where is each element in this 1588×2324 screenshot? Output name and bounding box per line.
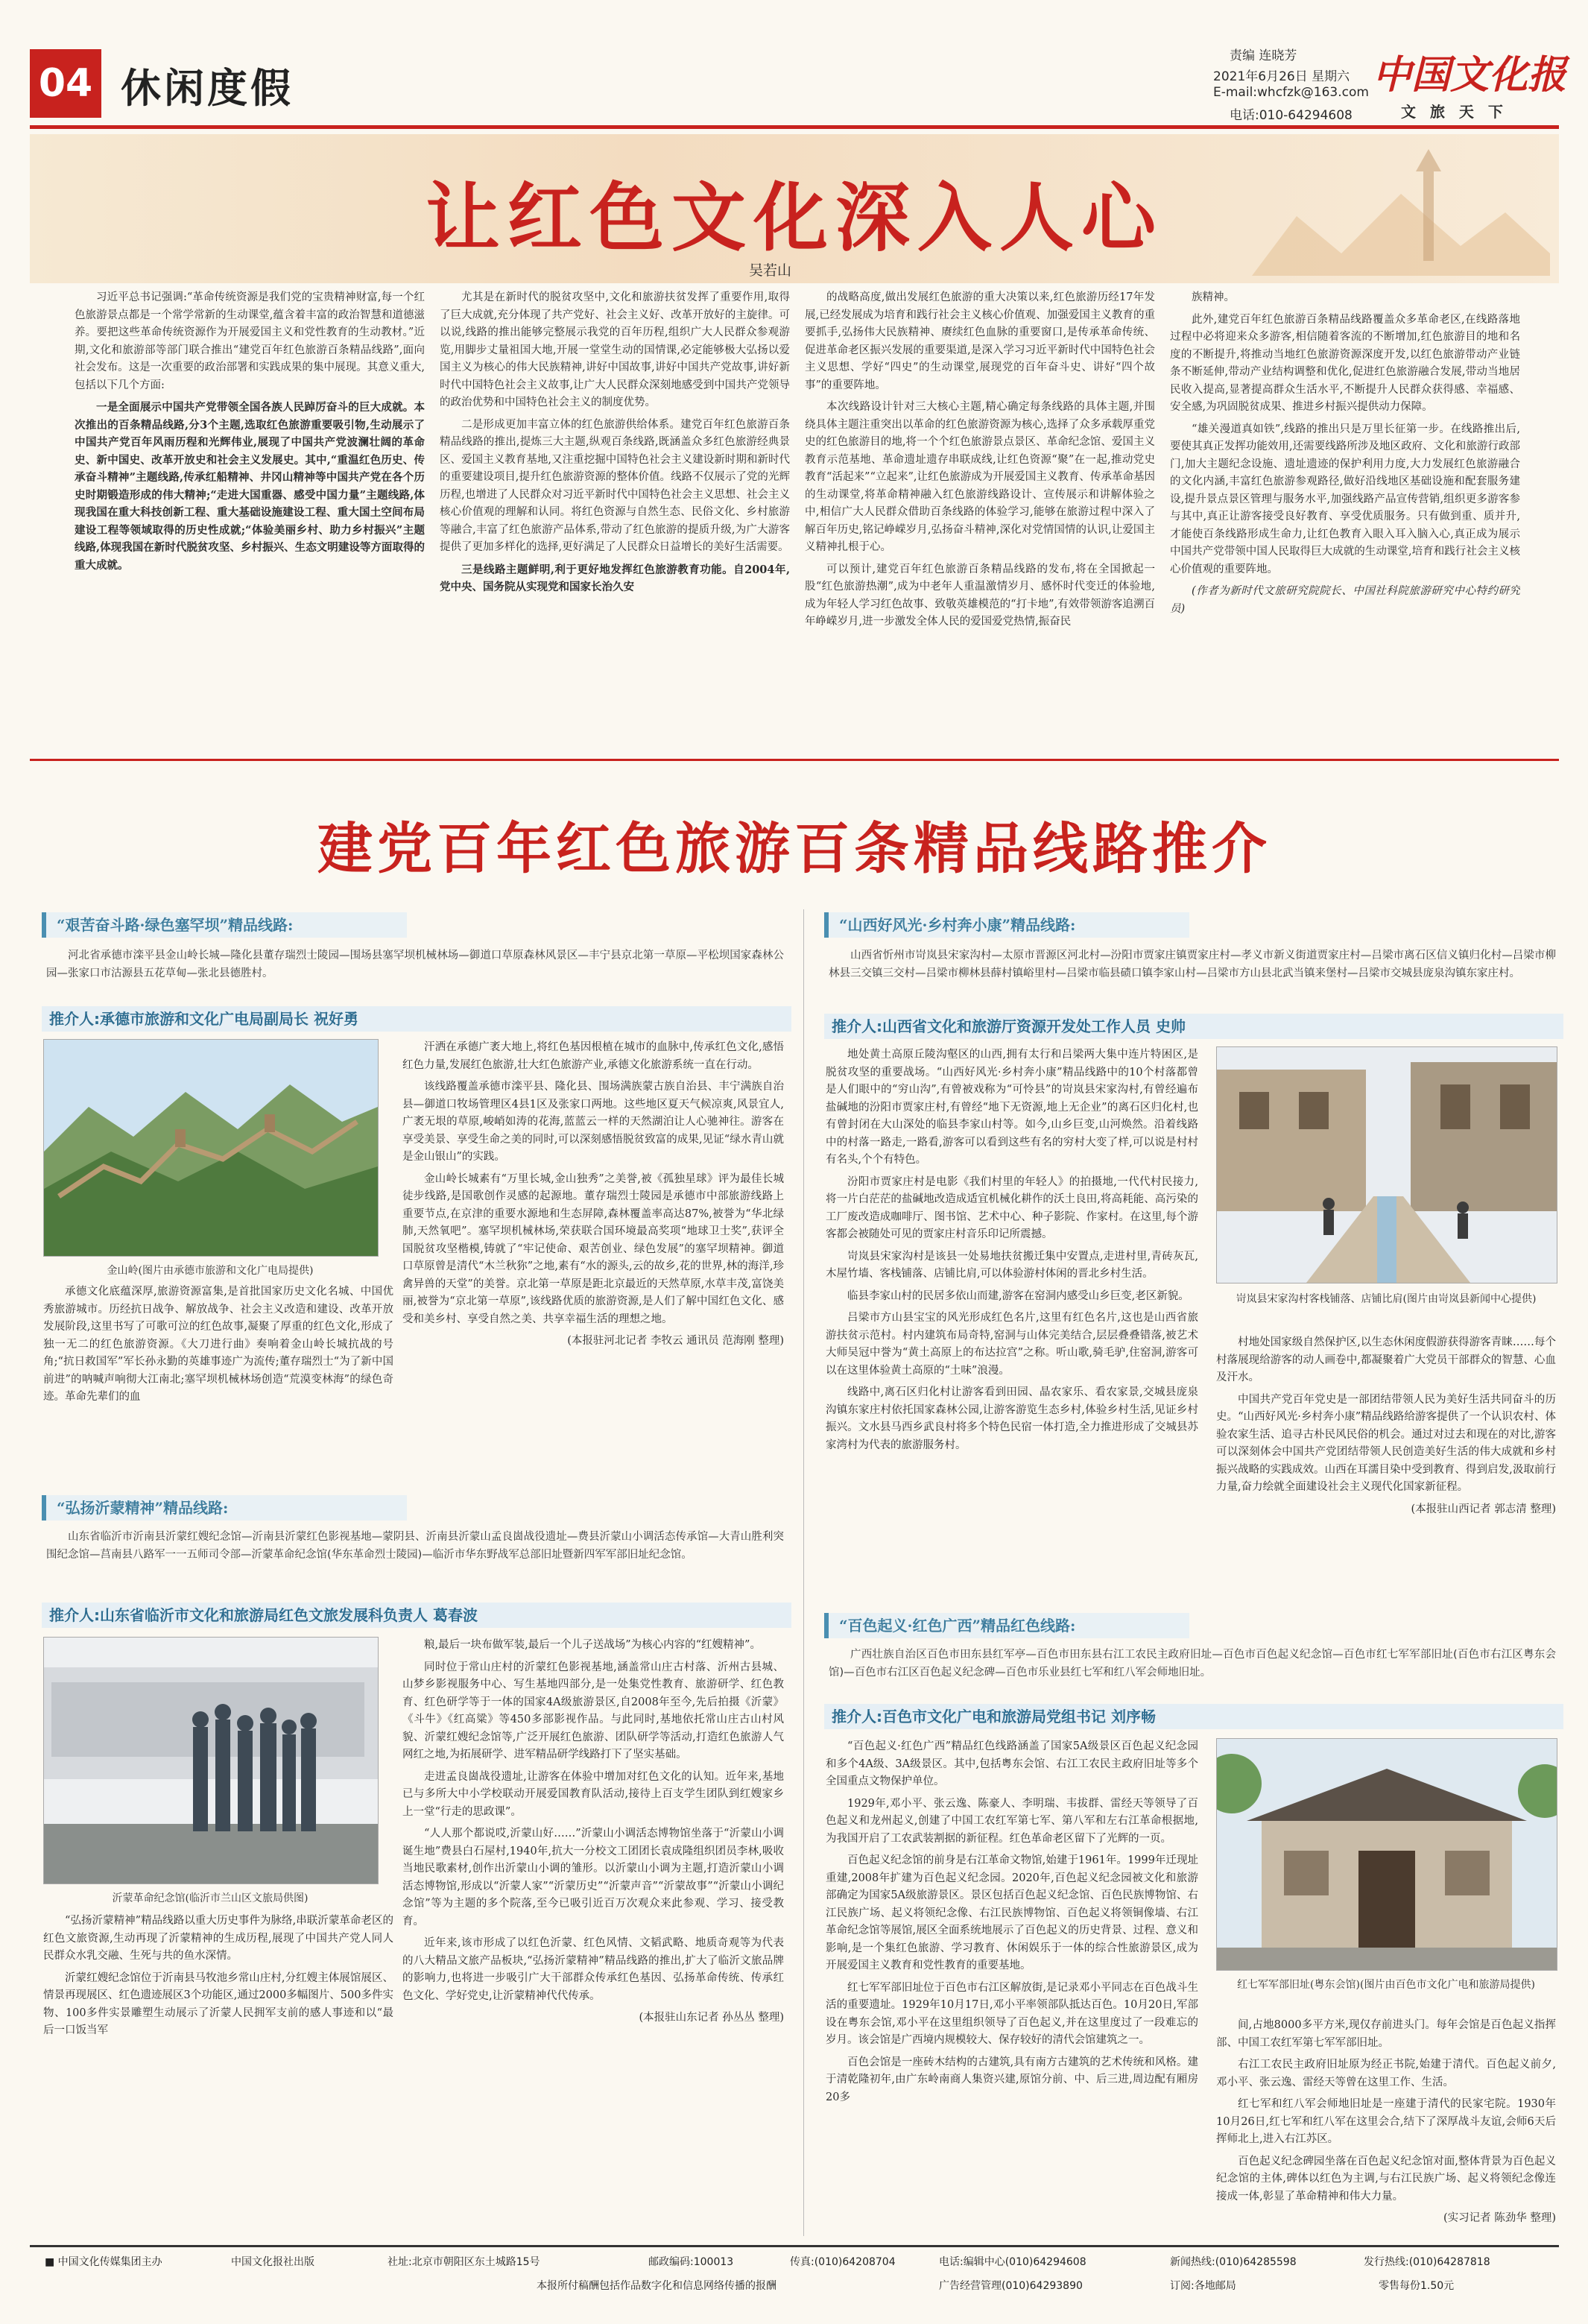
header-editor: 责编 连晓芳	[1230, 48, 1297, 63]
article1-col3: 的战略高度,做出发展红色旅游的重大决策以来,红色旅游历经17年发展,已经发展成为培育和践行社会主义核心价值观、加强爱国主义教育的重要抓手,弘扬伟大民族精神、赓续红色血脉的重要窗口,是传承革命传统、促进革命老区振兴发展的重要渠道,是深入学习习近平新时代中国特色社会主义思想、学好“四史”的生动课堂,展现党的百年奋斗史、讲好“四个故事”的重要阵地。 本次线路设计针对三大核心主题,精心确定每条线路的具体主题,并围绕具体主题注重突出以革命的红色旅游资源为核心,选择了众多承载厚重党史的红色旅游目的地,将一个个红色旅游景点景区、革命纪念馆、爱国主义教育示范基地、革命遗址遗存串联成线,让红色资源“聚”在一起,推动党史教育“活起来”“立起来”,让红色旅游成为开展爱国主义教育、传承革命基因的生动课堂,将革命精神融入红色旅游线路设计、宣传展示和讲解体验之中,相信广大人民群众借助百条线路的体验学习,能够在旅游过程中深入了解百年历史,铭记峥嵘岁月,弘扬奋斗精神,深化对党情国情的认识,让爱国主义精神扎根于心。 可以预计,建党百年红色旅游百条精品线路的发布,将在全国掀起一股“红色旅游热潮”,成为中老年人重温激情岁月、感怀时代变迁的体验地,成为年轻人学习红色故事、致敬英雄模范的“打卡地”,有效带领游客追溯百年峥嵘岁月,进一步激发全体人民的爱国爱党热情,振奋民	[805, 291, 1155, 628]
route4-photo	[1216, 1738, 1557, 1971]
route4-caption: 红七军军部旧址(粤东会馆)(图片由百色市文化广电和旅游局提供)	[1237, 1979, 1535, 1991]
route3-caption: 岢岚县宋家沟村客栈铺落、店铺比肩(图片由岢岚县新闻中心提供)	[1236, 1293, 1537, 1305]
route4-route: 广西壮族自治区百色市田东县红军亭—百色市田东县右江工农民主政府旧址—百色市百色起义纪念馆—百色市红七军军部旧址(百色市右江区粤东会馆)—百色市右江区百色起义纪念碑—百色市乐业县红七军和红八军会师地旧址。	[829, 1649, 1556, 1679]
footer-price: 零售每份1.50元	[1379, 2280, 1455, 2292]
footer-address: 社址:北京市朝阳区东土城路15号	[387, 2256, 540, 2268]
article1-col2: 尤其是在新时代的脱贫攻坚中,文化和旅游扶贫发挥了重要作用,取得了巨大成就,充分体现了共产党好、社会主义好、改革开放好的主旋律。可以说,线路的推出能够完整展示我党的百年历程,组织广大人民群众参观游览,用脚步丈量祖国大地,开展一堂堂生动的国情课,必定能够极大弘扬以爱国主义为核心的伟大民族精神,讲好中国故事,讲好中国共产党故事,讲好新时代中国特色社会主义故事,让广大人民群众深刻地感受到中国共产党领导的政治优势和中国特色社会主义的制度优势。 二是形成更加丰富立体的红色旅游供给体系。建党百年红色旅游百条精品线路的推出,提炼三大主题,纵观百条线路,既涵盖众多红色旅游经典景区、爱国主义教育基地,又注重挖掘中国特色社会主义建设新时期和新时代的重要建设项目,提升红色旅游资源的整体价值。线路不仅展示了党的光辉历程,也增进了人民群众对习近平新时代中国特色社会主义思想、社会主义核心价值观的理解和认同。将红色资源与自然生态、民俗文化、乡村旅游等融合,丰富了红色旅游产品体系,带动了红色旅游的提质升级,为广大游客提供了更加多样化的选择,更好满足了人民群众日益增长的美好生活需要。 三是线路主题鲜明,利于更好地发挥红色旅游教育功能。自2004年,党中央、国务院从实现党和国家长治久安	[440, 291, 790, 593]
route2-route: 山东省临沂市沂南县沂蒙红嫂纪念馆—沂南县沂蒙红色影视基地—蒙阴县、沂南县沂蒙山孟良崮战役遗址—费县沂蒙山小调活态传承馆—大青山胜利突围纪念馆—莒南县八路军一一五师司令部—沂蒙革命纪念馆(华东革命烈士陵园)—临沂市华东野战军总部旧址暨新四军军部旧址纪念馆。	[46, 1531, 784, 1561]
footer-row2	[45, 2278, 1550, 2297]
route4-right-text: 间,占地8000多平方米,现仅存前进头门。每年会馆是百色起义指挥部、中国工农红军第七军军部旧址。 右江工农民主政府旧址原为经正书院,始建于清代。百色起义前夕,邓小平、张云逸、雷经天等曾在这里工作、生活。 红七军和红八军会师地旧址是一座建于清代的民家宅院。1930年10月26日,红七军和红八军在这里会合,结下了深厚战斗友谊,会师6天后挥师北上,进入右江苏区。 百色起义纪念碑园坐落在百色起义纪念馆对面,整体背景为百色起义纪念馆的主体,碑体以红色为主调,与右江民族广场、起义将领纪念像连接成一体,彰显了革命精神和伟大力量。 (实习记者 陈劲华 整理)	[1216, 2019, 1556, 2224]
footer-edit-phone: 电话:编辑中心(010)64294608	[939, 2256, 1086, 2268]
footer-sponsor: ■ 中国文化传媒集团主办	[45, 2256, 162, 2268]
footer-fax: 传真:(010)64208704	[790, 2256, 896, 2268]
route2-left-text: “弘扬沂蒙精神”精品线路以重大历史事件为脉络,串联沂蒙革命老区的红色文旅资源,生动再现了沂蒙精神的生成历程,展现了中国共产党人同人民群众水乳交融、生死与共的鱼水深情。 沂蒙红嫂纪念馆位于沂南县马牧池乡常山庄村,分红嫂主体展馆展区、情景再现展区、红色遗迹展区3个功能区,通过2000多幅图片、500多件实物、100多件实景雕塑生动展示了沂蒙人民拥军支前的感人事迹和以“最后一口饭当军	[43, 1915, 393, 2036]
article1-col4: 族精神。 此外,建党百年红色旅游百条精品线路覆盖众多革命老区,在线路落地过程中必将迎来众多游客,相信随着客流的不断增加,红色旅游目的地和名度的不断提升,将推动当地红色旅游资源深度开发,以红色旅游带动产业链条不断延伸,带动产业结构调整和优化,促进红色旅游融合发展,带动当地居民收入提高,显著提高群众生活水平,不断提升人民群众获得感、幸福感、安全感,为巩固脱贫成果、推进乡村振兴提供动力保障。 “雄关漫道真如铁”,线路的推出只是万里长征第一步。在线路推出后,要使其真正发挥功能效用,还需要线路所涉及地区政府、文化和旅游行政部门,加大主题纪念设施、遗址遗迹的保护利用力度,大力发展红色旅游融合的文化内涵,丰富红色旅游参观路径,做好沿线地区基础设施和配套服务建设,提升景点景区管理与服务水平,加强线路产品宣传营销,组织更多游客参与其中,真正让游客接受良好教育、享受优质服务。只有做到重、质并升,才能使百条线路形成生命力,让红色教育入眼入耳入脑入心,真正成为展示中国共产党带领中国人民取得巨大成就的生动课堂,培育和践行社会主义核心价值观的重要阵地。 (作者为新时代文旅研究院院长、中国社科院旅游研究中心特约研究员)	[1170, 291, 1520, 615]
route1-left-text: 承德文化底蕴深厚,旅游资源富集,是首批国家历史文化名城、中国优秀旅游城市。历经抗日战争、解放战争、社会主义改造和建设、改革开放发展阶段,这里书写了可歌可泣的红色故事,凝聚了厚重的红色文化,形成了独一无二的红色旅游资源。《大刀进行曲》奏响着金山岭长城抗战的号角;“抗日救国军”军长孙永勤的英雄事迹广为流传;董存瑞烈士“为了新中国前进”的呐喊声响彻大江南北;塞罕坝机械林场创造“荒漠变林海”的绿色奇迹。革命先辈们的血	[43, 1286, 393, 1403]
route3-right-text: 村地处国家级自然保护区,以生态休闲度假游获得游客青睐……每个村落展现给游客的动人画卷中,都凝聚着广大党员干部群众的智慧、心血及汗水。 中国共产党百年党史是一部团结带领人民为美好生活共同奋斗的历史。“山西好风光·乡村奔小康”精品线路给游客提供了一个认识农村、体验农家生活、追寻古朴民风民俗的机会。通过对过去和现在的对比,游客可以深刻体会中国共产党团结带领人民创造美好生活的伟大成就和乡村振兴战略的实践成效。山西在耳濡目染中受到教育、得到启发,汲取前行力量,奋力绘就全面建设社会主义现代化国家新征程。 (本报驻山西记者 郭志清 整理)	[1216, 1336, 1556, 1515]
footer-royalty: 本报所付稿酬包括作品数字化和信息网络传播的报酬	[537, 2280, 776, 2292]
route3-recommender: 推介人:山西省文化和旅游厅资源开发处工作人员 史帅	[824, 1014, 1563, 1039]
route2-caption: 沂蒙革命纪念馆(临沂市兰山区文旅局供图)	[112, 1892, 309, 1904]
article1-author: 吴若山	[749, 262, 792, 279]
route1-photo	[43, 1039, 379, 1257]
column-divider	[803, 909, 804, 2236]
route4-tab: “百色起义·红色广西”精品红色线路:	[824, 1613, 1189, 1638]
route4-left-text: “百色起义·红色广西”精品红色线路涵盖了国家5A级景区百色起义纪念园和多个4A级、3A级景区。其中,包括粤东会馆、右江工农民主政府旧址等多个全国重点文物保护单位。 1929年,邓小平、张云逸、陈豪人、李明瑞、韦拔群、雷经天等领导了百色起义和龙州起义,创建了中国工农红军第七军、第八军和左右江革命根据地,为我国开启了工农武装割据的新征程。红色革命老区留下了光辉的一页。 百色起义纪念馆的前身是右江革命文物馆,始建于1961年。1999年迁现址重建,2008年扩建为百色起义纪念园。2020年,百色起义纪念园被文化和旅游部确定为国家5A级旅游景区。景区包括百色起义纪念馆、百色民族博物馆、右江民族广场、起义将领纪念像、右江民族博物馆、百色起义将领铜像墙、右江革命纪念馆等展馆,展区全面系统地展示了百色起义的历史背景、过程、意义和影响,是一个集红色旅游、学习教育、休闲娱乐于一体的综合性旅游景区,成为开展爱国主义教育和党性教育的重要基地。 红七军军部旧址位于百色市右江区解放街,是记录邓小平同志在百色战斗生活的重要遗址。1929年10月17日,邓小平率领部队抵达百色。10月20日,军部设在粤东会馆,邓小平在这里组织领导了百色起义,并在这里度过了一段难忘的岁月。该会馆是广西境内规模较大、保存较好的清代会馆建筑之一。 百色会馆是一座砖木结构的古建筑,具有南方古建筑的艺术传统和风格。建于清乾隆初年,由广东岭南商人集资兴建,原馆分前、中、后三进,周边配有厢房20多	[826, 1740, 1198, 2103]
route3-left-text: 地处黄土高原丘陵沟壑区的山西,拥有太行和吕梁两大集中连片特困区,是脱贫攻坚的重要战场。“山西好风光·乡村奔小康”精品线路中的10个村落都曾是人们眼中的“穷山沟”,有曾被戏称为“可怜县”的岢岚县宋家沟村,有曾经遍布盐碱地的汾阳市贾家庄村,有曾经“地下无资源,地上无企业”的离石区归化村,也有曾封闭在大山深处的临县李家山村等。如今,山乡巨变,山河焕然。沿着线路中的村落一路走,一路看,游客可以看到这些有名的穷村大变了样,可以说是村村有名头,个个有特色。 汾阳市贾家庄村是电影《我们村里的年轻人》的拍摄地,一代代村民接力,将一片白茫茫的盐碱地改造成适宜机械化耕作的沃土良田,将高耗能、高污染的工厂废改造成咖啡厅、图书馆、艺术中心、种子影院、作家村。在这里,每个游客都会被随处可见的贾家庄村音乐印记所震撼。 岢岚县宋家沟村是该县一处易地扶贫搬迁集中安置点,走进村里,青砖灰瓦,木屋竹墙、客栈铺落、店铺比肩,可以体验游村体闲的晋北乡村生活。 临县李家山村的民居多依山而建,游客在窑洞内感受山乡巨变,老区新貌。 吕梁市方山县宝宝的风光形成红色名片,这里有红色名片,这也是山西省旅游扶贫示范村。村内建筑布局奇特,窑洞与山体完美结合,层层叠叠错落,被艺术大师吴冠中誉为“黄土高原上的布达拉宫”之称。听山歌,骑毛驴,住窑洞,游客可以在这里体验黄土高原的“土味”浪漫。 线路中,离石区归化村让游客看到田园、晶农家乐、看农家景,交城县庞泉沟镇东家庄村依托国家森林公园,让游客游览生态乡村,体验乡村生活,见证乡村振兴。文水县马西乡武良村将多个特色民宿一体打造,全力推进形成了交城县苏家湾村为代表的旅游服务村。	[826, 1049, 1198, 1451]
header-date: 2021年6月26日 星期六	[1213, 69, 1350, 84]
header-rule	[30, 125, 1559, 129]
footer-ad: 广告经营管理(010)64293890	[939, 2280, 1083, 2292]
footer-postcode: 邮政编码:100013	[648, 2256, 734, 2268]
header-phone: 电话:010-64294608	[1230, 108, 1353, 123]
route1-right-text: 汗洒在承德广袤大地上,将红色基因根植在城市的血脉中,传承红色文化,感悟红色力量,发展红色旅游,壮大红色旅游产业,承德文化旅游系统一直在行动。 该线路覆盖承德市滦平县、隆化县、围场满族蒙古族自治县、丰宁满族自治县—御道口牧场管理区4县1区及张家口两地。这些地区夏天气候凉爽,风景宜人,广袤无垠的草原,峻峭如涛的花海,蓝蓝云一样的天然湖泊让人心驰神往。游客在享受美景、享受生命之美的同时,可以深刻感悟脱贫致富的成果,见证“绿水青山就是金山银山”的实践。 金山岭长城素有“万里长城,金山独秀”之美誉,被《孤独星球》评为最佳长城徒步线路,是国歌创作灵感的起源地。董存瑞烈士陵园是承德市中部旅游线路上重要节点,在京津的重要水源地和生态屏障,森林覆盖率高达87%,被誉为“华北绿肺,天然氧吧”。塞罕坝机械林场,荣获联合国环境最高奖项“地球卫士奖”,获评全国脱贫攻坚楷模,铸就了“牢记使命、艰苦创业、绿色发展”的塞罕坝精神。御道口草原曾是清代“木兰秋狝”之地,素有“水的源头,云的故乡,花的世界,林的海洋,珍禽异兽的天堂”的美誉。京北第一草原是距北京最近的天然草原,水草丰茂,富饶美丽,被誉为“京北第一草原”,该线路优质的旅游资源,是人们了解中国红色文化、感受和美乡村、享受自然之美、共享幸福生活的理想之地。 (本报驻河北记者 李牧云 通讯员 范海刚 整理)	[402, 1041, 784, 1347]
header-email: E-mail:whcfzk@163.com	[1213, 85, 1369, 100]
logo-subtitle: 文 旅 天 下	[1401, 103, 1508, 121]
route3-tab: “山西好风光·乡村奔小康”精品线路:	[824, 912, 1189, 938]
route4-recommender: 推介人:百色市文化广电和旅游局党组书记 刘序畅	[824, 1704, 1563, 1729]
page-number: 04	[30, 49, 101, 118]
article2-title: 建党百年红色旅游百条精品线路推介	[317, 817, 1271, 881]
route1-route: 河北省承德市滦平县金山岭长城—隆化县董存瑞烈士陵园—围场县塞罕坝机械林场—御道口草原森林风景区—丰宁县京北第一草原—平松坝国家森林公园—张家口市沽源县五花草甸—张北县德胜村。	[46, 950, 784, 979]
article1-title: 让红色文化深入人心	[426, 174, 1163, 262]
footer-row1	[45, 2254, 1550, 2273]
footer-rule	[30, 2245, 1559, 2247]
route1-caption: 金山岭(图片由承德市旅游和文化广电局提供)	[107, 1265, 314, 1277]
article-divider	[30, 759, 1559, 761]
route2-recommender: 推介人:山东省临沂市文化和旅游局红色文旅发展科负责人 葛春波	[42, 1603, 791, 1628]
footer-subscribe: 订阅:各地邮局	[1170, 2280, 1236, 2292]
route1-tab: “艰苦奋斗路·绿色塞罕坝”精品线路:	[42, 912, 407, 938]
route2-right-text: 粮,最后一块布做军装,最后一个儿子送战场”为核心内容的“红嫂精神”。 同时位于常山庄村的沂蒙红色影视基地,涵盖常山庄古村落、沂州古县城、山梦乡影视服务中心、写生基地四部分,是一处集党性教育、旅游研学、红色教育、红色研学等于一体的国家4A级旅游景区,自2008年至今,先后拍摄《沂蒙》《斗牛》《红高粱》等450多部影视作品。与此同时,基地依托常山庄古山村风貌、沂蒙红嫂纪念馆等,广泛开展红色旅游、团队研学等活动,打造红色旅游人气网红之地,为拓展研学、进军精品研学线路打下了坚实基础。 走进孟良崮战役遗址,让游客在体验中增加对红色文化的认知。近年来,基地已与多所大中小学校联动开展爱国教育队活动,接待上百支学生团队到红嫂家乡上一堂“行走的思政课”。 “人人那个都说哎,沂蒙山好……”沂蒙山小调活态博物馆坐落于“沂蒙山小调诞生地”费县白石屋村,1940年,抗大一分校文工团团长袁成隆组织团员李林,吸收当地民歌素材,创作出沂蒙山小调的雏形。以沂蒙山小调为主题,打造沂蒙山小调活态博物馆,形成以“沂蒙人家”“沂蒙历史”“沂蒙声音”“沂蒙故事”“沂蒙山小调纪念馆”等为主题的多个院落,至今已吸引近百万次观众来此参观、学习、接受教育。 近年来,该市形成了以红色沂蒙、红色风情、文韬武略、地质奇观等为代表的八大精品文旅产品板块,“弘扬沂蒙精神”精品线路的推出,扩大了临沂文旅品牌的影响力,也将进一步吸引广大干部群众传承红色基因、弘扬革命传统、传承红色文化、学好党史,让沂蒙精神代代传承。 (本报驻山东记者 孙丛丛 整理)	[402, 1639, 784, 2024]
newspaper-logo: 中国文化报	[1373, 52, 1567, 98]
route1-recommender: 推介人:承德市旅游和文化广电局副局长 祝好勇	[42, 1006, 791, 1032]
footer-publisher: 中国文化报社出版	[231, 2256, 314, 2268]
section-title: 休闲度假	[121, 64, 294, 112]
article1-col1: 习近平总书记强调:“革命传统资源是我们党的宝贵精神财富,每一个红色旅游景点都是一个常学常新的生动课堂,蕴含着丰富的政治智慧和道德滋养。要把这些革命传统资源作为开展爱国主义和党性教育的生动教材。”近期,文化和旅游部等部门联合推出“建党百年红色旅游百条精品线路”,面向社会发布。这是一次重要的政治部署和实践成果的集中展现。其意义重大,包括以下几个方面: 一是全面展示中国共产党带领全国各族人民踔厉奋斗的巨大成就。本次推出的百条精品线路,分3个主题,选取红色旅游重要吸引物,生动展示了中国共产党百年风雨历程和光辉伟业,展现了中国共产党波澜壮阔的革命史、新中国史、改革开放史和社会主义发展史。其中,“重温红色历史、传承奋斗精神”主题线路,传承红船精神、井冈山精神等中国共产党在各个历史时期锻造形成的伟大精神;“走进大国重器、感受中国力量”主题线路,体现我国在重大科技创新工程、重大基础设施建设工程、重大国土空间布局建设工程等领域取得的历史性成就;“体验美丽乡村、助力乡村振兴”主题线路,体现我国在新时代脱贫攻坚、乡村振兴、生态文明建设等方面取得的重大成就。	[75, 291, 425, 572]
footer-news-hotline: 新闻热线:(010)64285598	[1170, 2256, 1297, 2268]
footer-dist-hotline: 发行热线:(010)64287818	[1364, 2256, 1490, 2268]
route2-photo	[43, 1637, 379, 1884]
route3-photo	[1216, 1046, 1557, 1283]
route2-tab: “弘扬沂蒙精神”精品线路:	[42, 1495, 407, 1521]
route3-route: 山西省忻州市岢岚县宋家沟村—太原市晋源区河北村—汾阳市贾家庄镇贾家庄村—孝义市新义街道贾家庄村—吕梁市离石区信义镇归化村—吕梁市柳林县三交镇三交村—吕梁市柳林县薛村镇峪里村—吕梁市临县碛口镇李家山村—吕梁市方山县北武当镇来堡村—吕梁市交城县庞泉沟镇东家庄村。	[829, 950, 1556, 979]
